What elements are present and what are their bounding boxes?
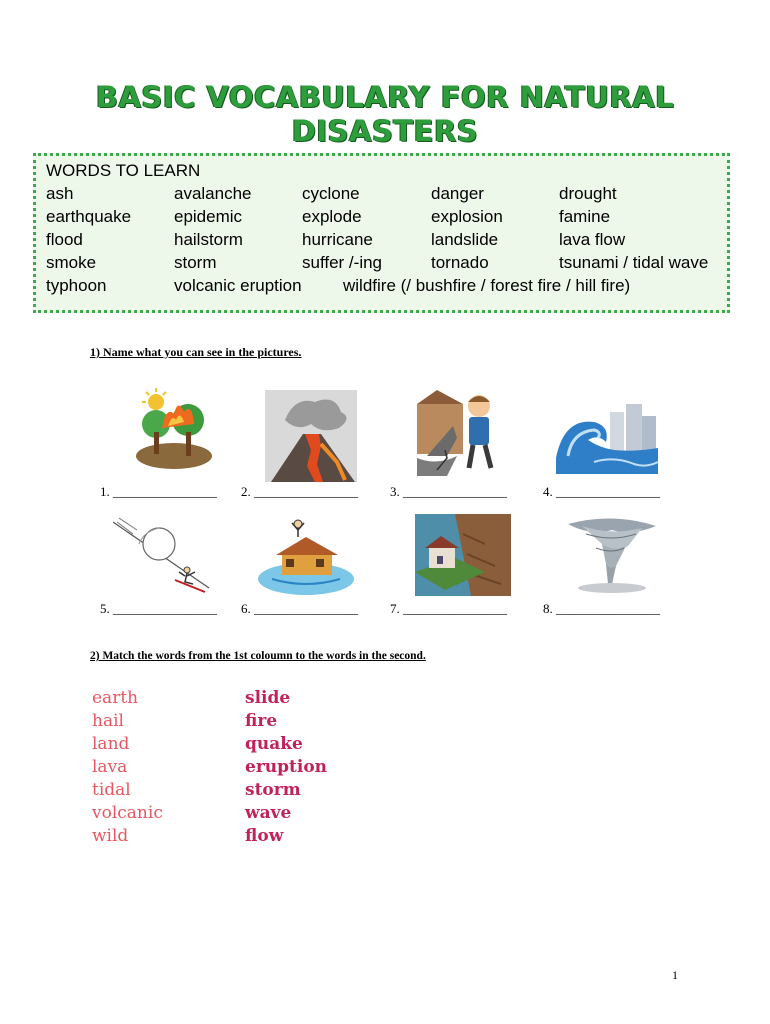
word: volcanic eruption xyxy=(174,276,302,295)
word: explode xyxy=(302,207,362,226)
word: epidemic xyxy=(174,207,243,226)
tornado-picture xyxy=(562,514,660,596)
match-word-right[interactable]: eruption xyxy=(245,757,328,777)
tsunami-picture xyxy=(554,398,660,474)
match-word-left[interactable]: land xyxy=(92,734,130,754)
exercise1-instruction: 1) Name what you can see in the pictures. xyxy=(90,345,302,359)
word: smoke xyxy=(46,253,97,272)
answer-blank-2[interactable]: 2. ________________ xyxy=(241,484,358,499)
word: cyclone xyxy=(302,184,360,203)
answer-blank-7[interactable]: 7. ________________ xyxy=(390,601,507,616)
avalanche-picture xyxy=(113,514,211,596)
match-word-left[interactable]: tidal xyxy=(92,780,131,800)
word: explosion xyxy=(431,207,503,226)
word: wildfire (/ bushfire / forest fire / hill fire) xyxy=(343,276,631,295)
answer-blank-5[interactable]: 5. ________________ xyxy=(100,601,217,616)
words-heading: WORDS TO LEARN xyxy=(46,161,201,180)
word: typhoon xyxy=(46,276,107,295)
word: ash xyxy=(46,184,74,203)
match-word-left[interactable]: lava xyxy=(92,757,128,777)
word: famine xyxy=(559,207,611,226)
wildfire-picture xyxy=(132,384,214,474)
match-column-1 xyxy=(92,687,163,848)
word: lava flow xyxy=(559,230,626,249)
match-word-left[interactable]: volcanic xyxy=(92,803,163,823)
match-word-right[interactable]: slide xyxy=(245,688,291,708)
exercise2-instruction: 2) Match the words from the 1st coloumn to the words in the second. xyxy=(90,650,426,662)
answer-blank-4[interactable]: 4. ________________ xyxy=(543,484,660,499)
page-number: 1 xyxy=(672,968,678,982)
word: flood xyxy=(46,230,83,249)
words-to-learn-box xyxy=(33,153,730,313)
word: storm xyxy=(174,253,217,272)
match-word-right[interactable]: flow xyxy=(245,826,284,846)
word: landslide xyxy=(431,230,499,249)
match-word-right[interactable]: storm xyxy=(245,780,301,800)
flood-picture xyxy=(256,517,354,597)
word: hailstorm xyxy=(174,230,243,249)
match-word-right[interactable]: quake xyxy=(245,734,303,754)
earthquake-picture xyxy=(417,386,503,476)
word: hurricane xyxy=(302,230,373,249)
volcano-picture xyxy=(265,390,357,482)
answer-blank-3[interactable]: 3. ________________ xyxy=(390,484,507,499)
answer-blank-1[interactable]: 1. ________________ xyxy=(100,484,217,499)
match-column-2 xyxy=(245,687,327,848)
word: danger xyxy=(431,184,484,203)
word: drought xyxy=(559,184,617,203)
match-word-right[interactable]: wave xyxy=(245,803,292,823)
word: earthquake xyxy=(46,207,132,226)
match-word-left[interactable]: wild xyxy=(92,826,129,846)
match-word-right[interactable]: fire xyxy=(245,711,278,731)
word: avalanche xyxy=(174,184,252,203)
answer-blank-8[interactable]: 8. ________________ xyxy=(543,601,660,616)
page-title: BASIC VOCABULARY FOR NATURAL DISASTERS xyxy=(95,80,675,148)
landslide-picture xyxy=(415,514,511,596)
word: suffer /-ing xyxy=(302,253,383,272)
match-word-left[interactable]: earth xyxy=(92,688,139,708)
word: tsunami / tidal wave xyxy=(559,253,709,272)
word: tornado xyxy=(431,253,489,272)
match-word-left[interactable]: hail xyxy=(92,711,124,731)
answer-blank-6[interactable]: 6. ________________ xyxy=(241,601,358,616)
